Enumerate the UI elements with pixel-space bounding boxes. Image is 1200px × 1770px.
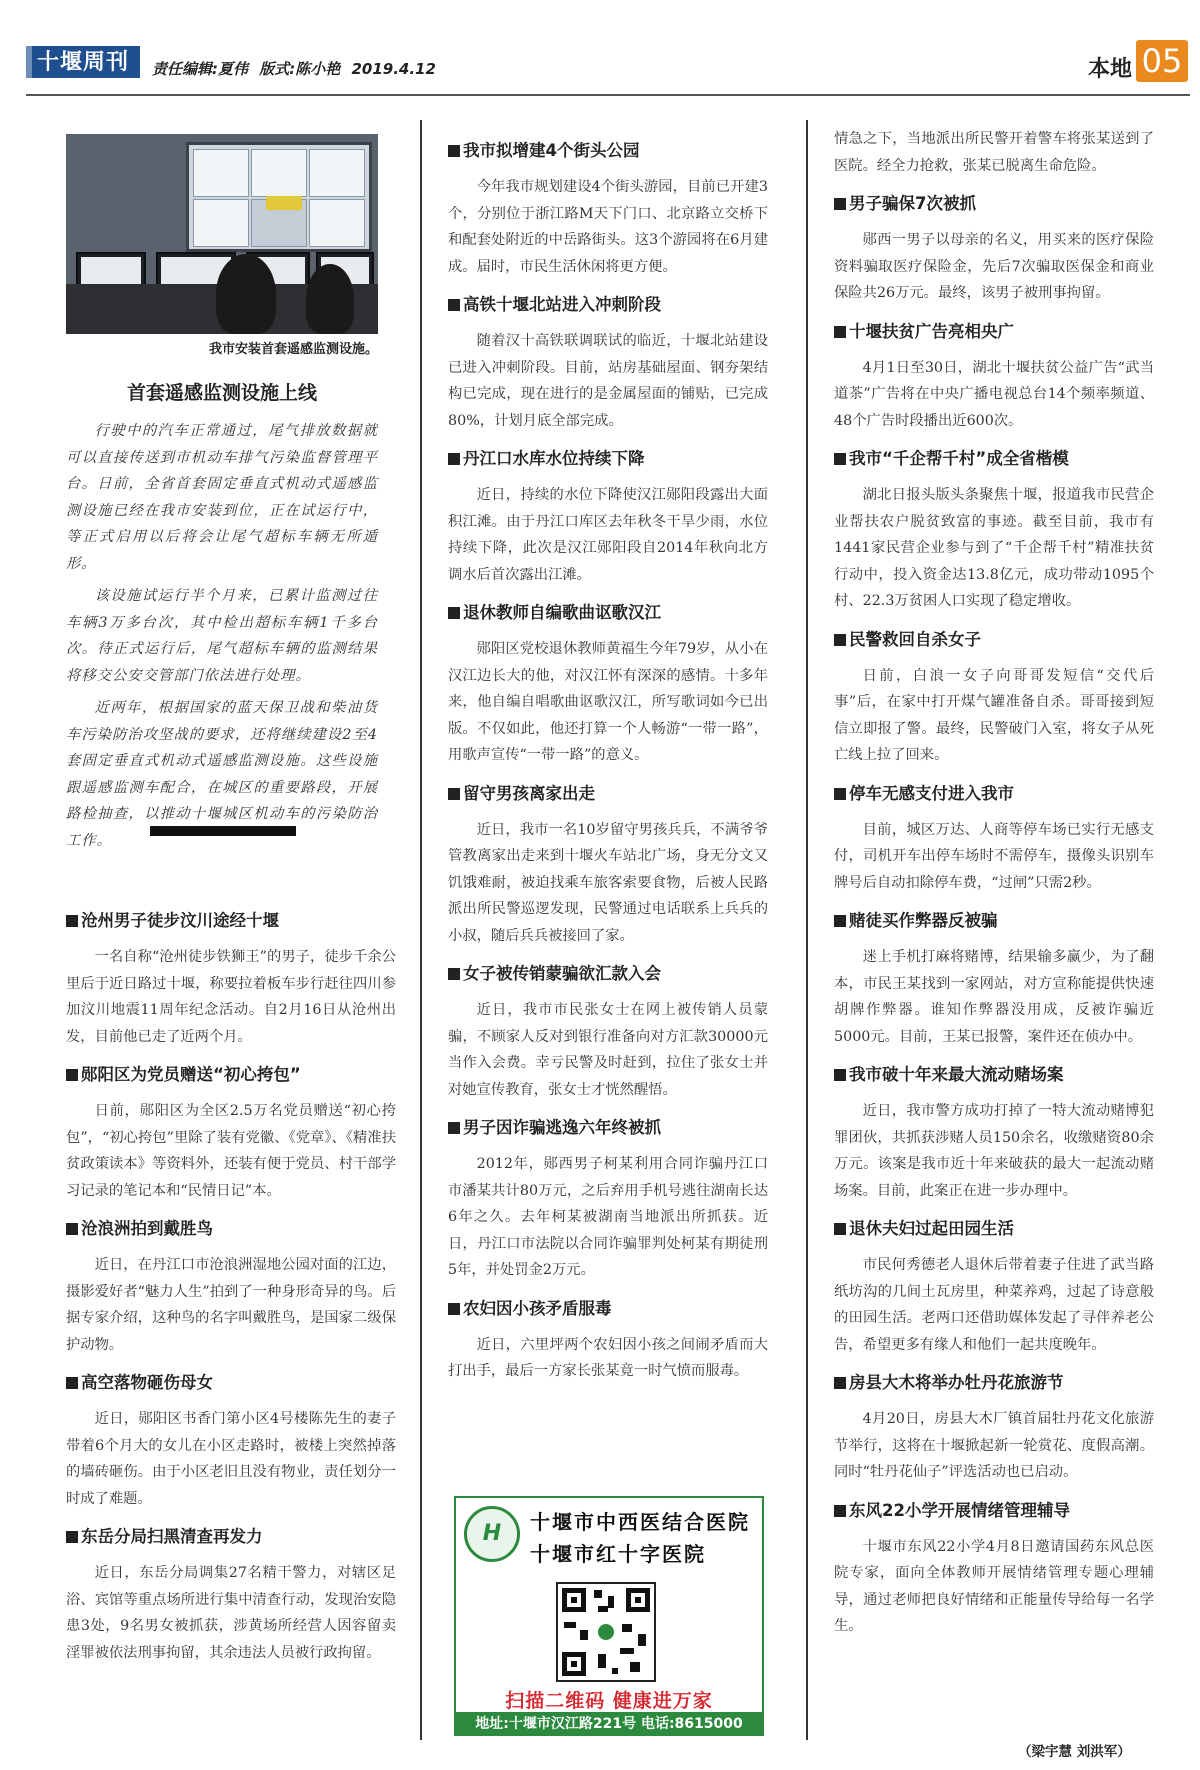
photo-caption: 我市安装首套遥感监测设施。 <box>208 342 378 357</box>
news-headline: 男子因诈骗逃逸六年终被抓 <box>448 1117 768 1139</box>
news-headline: 高铁十堰北站进入冲刺阶段 <box>448 294 768 316</box>
news-headline: 赌徒买作弊器反被骗 <box>834 910 1154 932</box>
news-headline: 退休夫妇过起田园生活 <box>834 1218 1154 1240</box>
page-number: 05 <box>1136 40 1188 82</box>
news-body: 郧阳区党校退休教师黄福生今年79岁，从小在汉江边长大的他，对汉江怀有深深的感情。十多年来，他自编自唱歌曲讴歌汉江，所写歌词如今已出版。不仅如此，他还打算一个人畅游“一带一路”，用歌声宣传“一带一路”的意义。 <box>448 641 768 763</box>
news-item <box>834 1372 1154 1486</box>
news-headline: 东风22小学开展情绪管理辅导 <box>834 1500 1154 1522</box>
news-headline: 郧阳区为党员赠送“初心挎包” <box>66 1064 396 1086</box>
ad-contact-bar: 地址:十堰市汉江路221号 电话:8615000 <box>456 1712 762 1736</box>
news-body: 日前，郧阳区为全区2.5万名党员赠送“初心挎包”，“初心挎包”里除了装有党徽、《党章》、《精准扶贫政策读本》等资料外，还装有便于党员、村干部学习记录的笔记本和“民情日记”本。 <box>66 1103 396 1199</box>
news-item <box>834 910 1154 1050</box>
ad-slogan: 扫描二维码 健康进万家 <box>505 1690 713 1712</box>
news-body: 近日，我市警方成功打掉了一特大流动赌博犯罪团伙，共抓获涉赌人员150余名，收缴赌资80余万元。该案是我市近十年来破获的最大一起流动赌场案。目前，此案正在进一步办理中。 <box>834 1103 1154 1199</box>
news-item <box>834 1218 1154 1358</box>
header-rule <box>26 94 1190 96</box>
news-headline: 民警救回自杀女子 <box>834 629 1154 651</box>
news-item <box>834 783 1154 897</box>
news-item <box>66 910 396 1050</box>
news-headline: 十堰扶贫广告亮相央广 <box>834 321 1154 343</box>
ad-header <box>456 1498 762 1572</box>
operator-figure <box>216 254 276 334</box>
news-headline: 高空落物砸伤母女 <box>66 1372 396 1394</box>
feature-paragraph: 行驶中的汽车正常通过，尾气排放数据就可以直接传送到市机动车排气污染监督管理平台。日前，全省首套固定垂直式机动式遥感监测设施已经在我市安装到位，正在试运行中，等正式启用以后将会让尾气超标车辆无所遁形。 <box>66 423 378 572</box>
news-headline: 女子被传销蒙骗欲汇款入会 <box>448 963 768 985</box>
column-rule-right <box>806 120 808 1740</box>
news-headline: 留守男孩离家出走 <box>448 783 768 805</box>
news-body: 近日，六里坪两个农妇因小孩之间闹矛盾而大打出手，最后一方家长张某竟一时气愤而服毒。 <box>448 1336 768 1379</box>
news-body: 近日，在丹江口市沧浪洲湿地公园对面的江边，摄影爱好者“魅力人生”拍到了一种身形奇异的鸟。后据专家介绍，这种鸟的名字叫戴胜鸟，是国家二级保护动物。 <box>66 1257 396 1353</box>
qr-code-icon[interactable] <box>556 1582 656 1682</box>
news-item <box>448 1298 768 1385</box>
hospital-name-secondary: 十堰市红十字医院 <box>530 1542 706 1566</box>
news-body: 随着汉十高铁联调联试的临近，十堰北站建设已进入冲刺阶段。目前，站房基础屋面、钢夯架结构已完成，现在进行的是金属屋面的铺贴，已完成80%，计划月底全部完成。 <box>448 333 768 429</box>
continued-paragraph: 情急之下，当地派出所民警开着警车将张某送到了医院。经全力抢救，张某已脱离生命危险。 <box>834 131 1154 174</box>
news-headline: 我市“千企帮千村”成全省楷模 <box>834 448 1154 470</box>
news-body: 4月20日，房县大木厂镇首届牡丹花文化旅游节举行，这将在十堰掀起新一轮赏花、度假高潮。同时“牡丹花仙子”评选活动也已启动。 <box>834 1411 1154 1480</box>
news-item <box>66 1218 396 1358</box>
news-item <box>66 1526 396 1666</box>
hospital-advertisement <box>454 1496 764 1736</box>
masthead-logo: 十堰周刊 <box>26 46 140 78</box>
news-headline: 我市拟增建4个街头公园 <box>448 140 768 162</box>
news-column-3 <box>834 126 1154 1646</box>
news-headline: 男子骗保7次被抓 <box>834 193 1154 215</box>
feature-paragraph: 近两年，根据国家的蓝天保卫战和柴油货车污染防治攻坚战的要求，还将继续建设2至4套固定垂直式机动式遥感监测设施。这些设施跟遥感监测车配合，在城区的重要路段，开展路检抽查，以推动十堰城区机动车的污染防治工作。 <box>66 700 378 849</box>
feature-paragraph: 该设施试运行半个月来，已累计监测过往车辆3万多台次，其中检出超标车辆1千多台次。待正式运行后，尾气超标车辆的监测结果将移交公安交管部门依法进行处理。 <box>66 588 378 684</box>
editor-credit: 责任编辑:夏伟 <box>152 60 248 78</box>
news-item <box>448 602 768 769</box>
news-item <box>834 1064 1154 1204</box>
issue-date: 2019.4.12 <box>351 60 436 78</box>
news-headline: 农妇因小孩矛盾服毒 <box>448 1298 768 1320</box>
news-column-2 <box>448 134 768 1391</box>
plate-highlight <box>266 196 302 210</box>
news-item <box>834 629 1154 769</box>
news-body: 十堰市东风22小学4月8日邀请国药东风总医院专家，面向全体教师开展情绪管理专题心理辅导，通过老师把良好情绪和正能量传导给每一名学生。 <box>834 1538 1154 1634</box>
author-byline: （梁宇慧 刘洪军） <box>1018 1744 1131 1760</box>
news-body: 一名自称“沧州徒步铁狮王”的男子，徒步千余公里后于近日路过十堰，称要拉着板车步行赶往四川参加汶川地震11周年纪念活动。自2月16日从沧州出发，目前他已走了近两个月。 <box>66 949 396 1045</box>
section-divider <box>150 826 296 836</box>
news-headline: 沧州男子徒步汶川途经十堰 <box>66 910 396 932</box>
news-body: 日前，白浪一女子向哥哥发短信“交代后事”后，在家中打开煤气罐准备自杀。哥哥接到短信立即报了警。最终，民警破门入室，将女子从死亡线上拉了回来。 <box>834 667 1154 763</box>
news-item <box>448 963 768 1103</box>
news-body: 近日，东岳分局调集27名精干警力，对辖区足浴、宾馆等重点场所进行集中清查行动，发现治安隐患3处，9名男女被抓获，涉黄场所经营人因容留卖淫罪被依法刑事拘留，其余违法人员被行政拘留。 <box>66 1565 396 1661</box>
news-headline: 沧浪洲拍到戴胜鸟 <box>66 1218 396 1240</box>
news-body: 近日，我市市民张女士在网上被传销人员蒙骗，不顾家人反对到银行准备向对方汇款30000元当作入会费。幸亏民警及时赶到，拉住了张女士并对她宣传教育，张女士才恍然醒悟。 <box>448 1002 768 1098</box>
news-headline: 房县大木将举办牡丹花旅游节 <box>834 1372 1154 1394</box>
logo-stripe <box>26 46 32 78</box>
news-headline: 我市破十年来最大流动赌场案 <box>834 1064 1154 1086</box>
news-item <box>448 783 768 950</box>
news-body: 郧西一男子以母亲的名义，用买来的医疗保险资料骗取医疗保险金，先后7次骗取医保金和商业保险共26万元。最终，该男子被刑事拘留。 <box>834 232 1154 301</box>
news-body: 2012年，郧西男子柯某利用合同诈骗丹江口市潘某共计80万元，之后弃用手机号逃往湖南长达6年之久。去年柯某被湖南当地派出所抓获。近日，丹江口市法院以合同诈骗罪判处柯某有期徒刑5年，并处罚金2万元。 <box>448 1156 768 1278</box>
news-item <box>448 140 768 280</box>
news-body: 近日，我市一名10岁留守男孩兵兵，不满爷爷管教离家出走来到十堰火车站北广场，身无分文又饥饿难耐，被迫找乘车旅客索要食物，后被人民路派出所民警巡逻发现，民警通过电话联系上兵兵的小叔，随后兵兵被接回了家。 <box>448 821 768 944</box>
news-item <box>834 1500 1154 1640</box>
news-item <box>448 1117 768 1284</box>
feature-headline: 首套遥感监测设施上线 <box>126 382 317 404</box>
news-body: 湖北日报头版头条聚焦十堰，报道我市民营企业帮扶农户脱贫致富的事迹。截至目前，我市有1441家民营企业参与到了“千企帮千村”精准扶贫行动中，投入资金达13.8亿元，成功带动1095个村、22.3万贫困人口实现了稳定增收。 <box>834 487 1154 609</box>
edition-meta <box>152 58 442 79</box>
hospital-logo-icon: H <box>464 1506 520 1562</box>
news-column-1 <box>66 896 396 1672</box>
news-body: 近日，郧阳区书香门第小区4号楼陈先生的妻子带着6个月大的女儿在小区走路时，被楼上突然掉落的墙砖砸伤。由于小区老旧且没有物业，责任划分一时成了难题。 <box>66 1411 396 1507</box>
news-body: 目前，城区万达、人商等停车场已实行无感支付，司机开车出停车场时不需停车，摄像头识别车牌号后自动扣除停车费，“过闸”只需2秒。 <box>834 821 1154 891</box>
operator-figure <box>306 264 354 334</box>
hospital-name-primary: 十堰市中西医结合医院 <box>530 1510 750 1534</box>
news-item <box>834 321 1154 435</box>
news-body: 4月1日至30日，湖北十堰扶贫公益广告“武当道茶”广告将在中央广播电视总台14个频率频道、48个广告时段播出近600次。 <box>834 359 1154 429</box>
news-item <box>448 448 768 588</box>
news-headline: 丹江口水库水位持续下降 <box>448 448 768 470</box>
section-name: 本地 <box>1088 57 1133 82</box>
news-headline: 东岳分局扫黑清查再发力 <box>66 1526 396 1548</box>
feature-body <box>66 418 378 860</box>
news-headline: 退休教师自编歌曲讴歌汉江 <box>448 602 768 624</box>
column-rule-left <box>420 120 422 1740</box>
news-body: 近日，持续的水位下降使汉江郧阳段露出大面积江滩。由于丹江口库区去年秋冬干旱少雨，水位持续下降，此次是汉江郧阳段自2014年秋向北方调水后首次露出江滩。 <box>448 487 768 583</box>
page-header <box>0 0 1200 96</box>
news-item <box>448 294 768 434</box>
news-body: 市民何秀德老人退休后带着妻子住进了武当路纸坊沟的几间土瓦房里，种菜养鸡，过起了诗意般的田园生活。老两口还借助媒体发起了寻伴养老公告，希望更多有缘人和他们一起共度晚年。 <box>834 1257 1154 1353</box>
news-item <box>66 1372 396 1512</box>
news-body: 迷上手机打麻将赌博，结果输多赢少，为了翻本，市民王某找到一家网站，对方宣称能提供快速胡牌作弊器。谁知作弊器没用成，反被诈骗近5000元。目前，王某已报警，案件还在侦办中。 <box>834 949 1154 1045</box>
monitoring-center-photo <box>66 134 378 334</box>
news-headline: 停车无感支付进入我市 <box>834 783 1154 805</box>
news-item <box>834 193 1154 307</box>
news-item <box>66 1064 396 1204</box>
news-body: 今年我市规划建设4个街头游园，目前已开建3个，分别位于浙江路M天下门口、北京路立交桥下和配套处附近的中岳路街头。这3个游园将在6月建成。届时，市民生活休闲将更方便。 <box>448 179 768 275</box>
news-item <box>834 448 1154 615</box>
layout-credit: 版式:陈小艳 <box>259 60 341 78</box>
